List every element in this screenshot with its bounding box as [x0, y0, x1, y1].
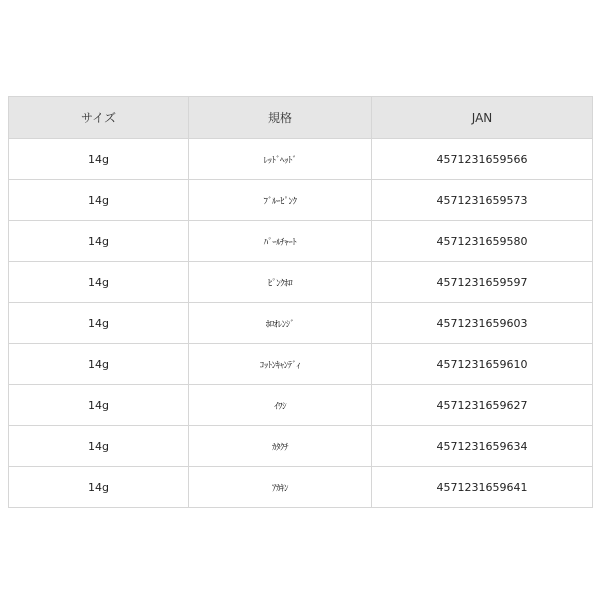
cell-spec: ﾎﾛｵﾚﾝｼﾞ [189, 303, 372, 344]
cell-jan: 4571231659610 [372, 344, 593, 385]
cell-size: 14g [9, 344, 189, 385]
table-row [9, 180, 593, 221]
cell-spec: ｺｯﾄﾝｷｬﾝﾃﾞｨ [189, 344, 372, 385]
table-row [9, 467, 593, 508]
cell-size: 14g [9, 139, 189, 180]
spec-table [8, 96, 593, 508]
cell-size: 14g [9, 467, 189, 508]
cell-spec: ﾋﾟﾝｸﾎﾛ [189, 262, 372, 303]
cell-jan: 4571231659580 [372, 221, 593, 262]
header-size: サイズ [9, 97, 189, 139]
cell-size: 14g [9, 426, 189, 467]
cell-jan: 4571231659603 [372, 303, 593, 344]
cell-spec: ｲﾜｼ [189, 385, 372, 426]
table-row [9, 426, 593, 467]
table-header [9, 97, 593, 139]
cell-size: 14g [9, 303, 189, 344]
table-row [9, 139, 593, 180]
cell-size: 14g [9, 385, 189, 426]
cell-spec: ｶﾀｸﾁ [189, 426, 372, 467]
cell-jan: 4571231659641 [372, 467, 593, 508]
cell-spec: ﾊﾟｰﾙﾁｬｰﾄ [189, 221, 372, 262]
cell-jan: 4571231659627 [372, 385, 593, 426]
header-spec: 規格 [189, 97, 372, 139]
table-row [9, 262, 593, 303]
cell-spec: ﾚｯﾄﾞﾍｯﾄﾞ [189, 139, 372, 180]
header-row [9, 97, 593, 139]
table-body [9, 139, 593, 508]
table-row [9, 385, 593, 426]
cell-spec: ｱｶｷﾝ [189, 467, 372, 508]
table-row [9, 221, 593, 262]
cell-size: 14g [9, 262, 189, 303]
cell-spec: ﾌﾞﾙｰﾋﾟﾝｸ [189, 180, 372, 221]
cell-jan: 4571231659573 [372, 180, 593, 221]
header-jan: JAN [372, 97, 593, 139]
table-row [9, 344, 593, 385]
cell-size: 14g [9, 221, 189, 262]
cell-jan: 4571231659597 [372, 262, 593, 303]
cell-jan: 4571231659566 [372, 139, 593, 180]
cell-size: 14g [9, 180, 189, 221]
cell-jan: 4571231659634 [372, 426, 593, 467]
table-row [9, 303, 593, 344]
